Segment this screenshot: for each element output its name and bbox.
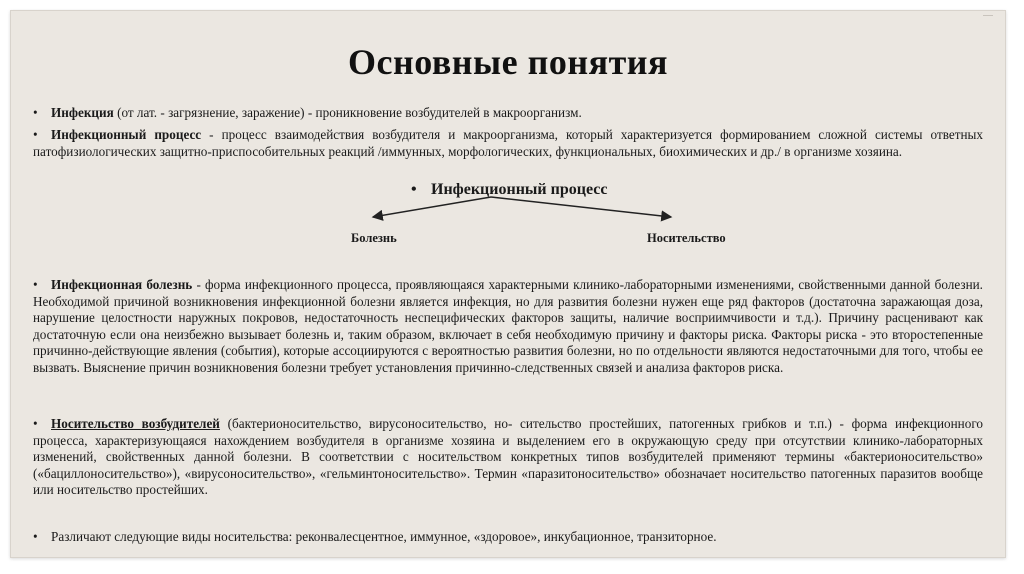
arrow-to-carriage [491, 197, 671, 217]
diagram-branch-carriage: Носительство [647, 231, 726, 245]
paragraph-pathogen-carriage [33, 416, 983, 499]
paragraph-infectious-disease [33, 277, 983, 377]
term-infection: Инфекция [51, 105, 114, 120]
diagram-root-label: Инфекционный процесс [431, 181, 608, 198]
bullet: • [33, 529, 38, 544]
diagram-branch-disease: Болезнь [351, 231, 397, 245]
definition-pathogen-carriage: (бактерионосительство, вирусоносительство, но- сительство простейших, патогенных грибков и т.п.) - форма инфекционного процесса, характеризующаяся нахождением возбудителя в организме хозяина и выделением его в окружающую среду при отсутствии клинико-лабораторных изменений, свойственных данной болезни. В соответствии с носительством конкретных типов возбудителей применяют термины «бактерионосительство» («бациллоносительство»), «вирусоносительство», «гельминтоносительство». Термин «паразитоносительство» обозначает носительство патогенных паразитов вообще или носительство простейших. [33, 416, 983, 498]
slide [10, 10, 1006, 558]
term-infectious-process: Инфекционный процесс [51, 127, 202, 142]
bullet: • [33, 277, 38, 292]
term-pathogen-carriage: Носительство возбудителей [51, 416, 220, 431]
bullet: • [33, 127, 38, 142]
definition-infectious-process: - процесс взаимодействия возбудителя и макроорганизма, который характеризуется формированием сложной системы ответных патофизиологических защитно-приспособительных реакций /иммунных, морфологических, функциональных, биохимических и др./ в организме хозяина. [33, 127, 983, 159]
bullet: • [33, 416, 38, 431]
bullet: • [33, 105, 38, 120]
definition-infectious-disease: - форма инфекционного процесса, проявляющаяся характерными клинико-лабораторными изменениями, свойственными данной болезни. Необходимой причиной возникновения инфекционной болезни является инфекция, но для развития болезни нужен еще ряд факторов (достаточна заражающая доза, нарушение целостности наружных покровов, недостаточность неспецифических факторов защиты, наличие восприимчивости и т.д.). Причину расценивают как достаточную если она неизбежно вызывает болезнь и, таким образом, включает в себя необходимую причину и факторы риска. Факторы риска - это второстепенные причинно-действующие явления (события), которые ассоциируются с вероятностью развития болезни, но по отдельности являются недостаточными для того, чтобы ее вызвать. Выяснение причин возникновения болезни требует установления причинно-следственных связей и анализа факторов риска. [33, 277, 983, 375]
paragraph-carriage-types [33, 529, 983, 546]
slide-title: Основные понятия [348, 42, 668, 82]
definition-infection: (от лат. - загрязнение, заражение) - проникновение возбудителей в макроорганизм. [113, 105, 582, 120]
carriage-types-text: Различают следующие виды носительства: реконвалесцентное, иммунное, «здоровое», инкубационное, транзиторное. [51, 529, 717, 544]
bullet: • [411, 181, 417, 198]
term-infectious-disease: Инфекционная болезнь [51, 277, 193, 292]
arrow-to-disease [373, 197, 491, 217]
